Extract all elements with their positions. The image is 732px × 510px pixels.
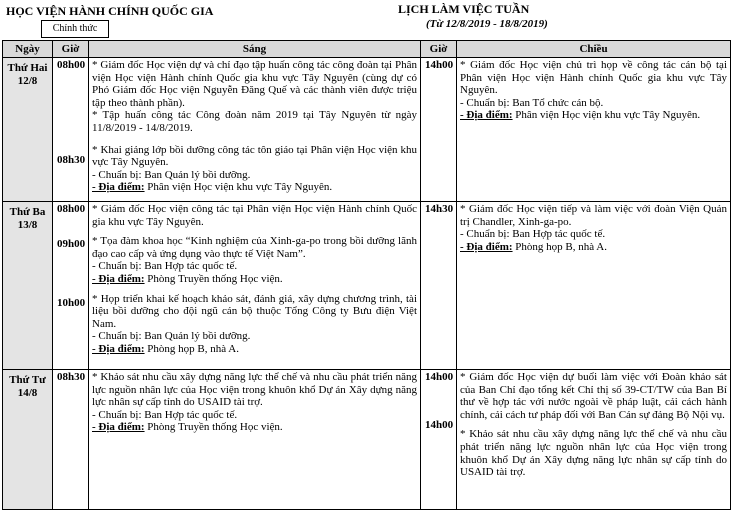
location-value: Phòng họp B, nhà A. (147, 342, 239, 355)
organization-name: HỌC VIỆN HÀNH CHÍNH QUỐC GIA (6, 4, 214, 18)
location-value: Phòng Truyền thống Học viện. (147, 421, 283, 434)
column-header-time-am: Giờ (53, 41, 89, 58)
schedule-row-monday (3, 58, 731, 202)
schedule-date-range: (Từ 12/8/2019 - 18/8/2019) (426, 18, 548, 30)
morning-times (53, 370, 89, 510)
time-slot: 14h00 (425, 418, 454, 431)
activity-item: * Giám đốc Học viện chủ trì họp về công tác cán bộ tại Phân viện Học viện Hành chính Quốc gia khu vực Tây Nguyên. (460, 59, 727, 97)
activity-item: * Khai giảng lớp bồi dưỡng công tác tôn giáo tại Phân viện Học viện khu vực Tây Nguyên. (92, 143, 417, 169)
prepare-label: - Chuẩn bị: (92, 330, 142, 343)
location-value: Phân viện Học viện khu vực Tây Nguyên. (147, 181, 333, 194)
prepare-value: Ban Quản lý bồi dưỡng. (144, 168, 251, 181)
prepare-value: Ban Hợp tác quốc tế. (512, 228, 606, 241)
schedule-header (398, 2, 548, 30)
activity-item: * Giám đốc Học viện dự buổi làm việc với Đoàn khảo sát của Ban Chỉ đạo tổng kết Chỉ thị số 39-CT/TW của Ban Bí thư về hợp tác với nước ngoài về pháp luật, cải cách hành chính, cải cách tư pháp đối với Ban Cán sự đảng Bộ Nội vụ. (460, 371, 727, 421)
location-label: - Địa điểm: (92, 421, 145, 434)
morning-activities (89, 370, 421, 510)
location-label: - Địa điểm: (460, 109, 513, 122)
location-value: Phân viện Học viện khu vực Tây Nguyên. (515, 109, 701, 122)
prepare-value: Ban Tổ chức cán bộ. (512, 96, 604, 109)
time-slot: 08h30 (57, 371, 86, 383)
activity-location (92, 181, 417, 194)
table-header-row (3, 41, 731, 58)
morning-times (53, 202, 89, 370)
time-slot: 14h30 (425, 203, 454, 215)
afternoon-times (421, 202, 457, 370)
day-cell (3, 370, 53, 510)
morning-times (53, 58, 89, 202)
activity-prepare (460, 228, 727, 241)
day-name: Thứ Tư (9, 374, 46, 386)
activity-item: * Khảo sát nhu cầu xây dựng năng lực thể chế và nhu cầu phát triển năng lực nguồn nhân lực của Học viện trong khuôn khổ Dự án Xây dựng năng lực nhân sự cấp tỉnh do USAID tài trợ. (92, 371, 417, 409)
time-slot: 08h30 (57, 153, 86, 166)
column-header-day: Ngày (3, 41, 53, 58)
weekly-schedule-table (2, 40, 731, 510)
day-date: 14/8 (17, 386, 38, 399)
activity-prepare (92, 169, 417, 182)
morning-activities (89, 202, 421, 370)
activity-item: * Họp triển khai kế hoạch khảo sát, đánh giá, xây dựng chương trình, tài liệu bồi dưỡng cho đội ngũ cán bộ thuộc Tổng Công ty Bưu điện Việt Nam. (92, 292, 417, 330)
prepare-value: Ban Hợp tác quốc tế. (144, 260, 238, 273)
prepare-label: - Chuẩn bị: (92, 260, 142, 273)
afternoon-times (421, 58, 457, 202)
activity-item: * Khảo sát nhu cầu xây dựng năng lực thể chế và nhu cầu phát triển năng lực nguồn nhân lực của Học viện trong khuôn khổ Dự án Xây dựng năng lực nhân sự cấp tỉnh do USAID tài trợ. (460, 428, 727, 479)
activity-item: * Giám đốc Học viện tiếp và làm việc với đoàn Viện Quản trị Chandler, Xinh-ga-po. (460, 203, 727, 228)
activity-prepare (92, 409, 417, 422)
activity-location (92, 273, 417, 286)
activity-item: * Giám đốc Học viện dự và chỉ đạo tập huấn công tác công đoàn tại Phân viện Học viện Hành chính Quốc gia khu vực Tây Nguyên (cùng dự có Phó Giám đốc Học viện Nguyễn Đăng Quế và các thành viên được triệu tập theo thành phần). (92, 59, 417, 109)
location-label: - Địa điểm: (92, 181, 145, 194)
schedule-title: LỊCH LÀM VIỆC TUẦN (398, 2, 530, 16)
location-label: - Địa điểm: (460, 240, 513, 253)
afternoon-activities (457, 202, 731, 370)
prepare-value: Ban Hợp tác quốc tế. (144, 408, 238, 421)
schedule-row-tuesday (3, 202, 731, 370)
location-label: - Địa điểm: (92, 342, 145, 355)
day-cell (3, 58, 53, 202)
column-header-time-pm: Giờ (421, 41, 457, 58)
time-slot: 14h00 (425, 59, 454, 71)
tab-official[interactable]: Chính thức (41, 20, 109, 38)
time-slot: 08h00 (57, 203, 86, 215)
day-name: Thứ Ba (9, 206, 46, 218)
schedule-row-wednesday (3, 370, 731, 510)
activity-item: * Giám đốc Học viện công tác tại Phân viện Học viện Hành chính Quốc gia khu vực Tây Nguyên. (92, 203, 417, 228)
prepare-label: - Chuẩn bị: (460, 96, 510, 109)
prepare-label: - Chuẩn bị: (92, 408, 142, 421)
time-slot: 14h00 (425, 371, 454, 383)
afternoon-times (421, 370, 457, 510)
activity-location (92, 343, 417, 356)
prepare-label: - Chuẩn bị: (92, 168, 142, 181)
day-name: Thứ Hai (7, 62, 48, 74)
time-slot: 09h00 (57, 237, 86, 250)
activity-item: * Tập huấn công tác Công đoàn năm 2019 tại Tây Nguyên từ ngày 11/8/2019 - 14/8/2019. (92, 109, 417, 134)
afternoon-activities (457, 370, 731, 510)
activity-item: * Tọa đàm khoa học “Kinh nghiệm của Xinh-ga-po trong bồi dưỡng lãnh đạo cao cấp và ứng dụng vào thực tế Việt Nam”. (92, 235, 417, 260)
time-slot: 08h00 (57, 59, 86, 71)
location-value: Phòng họp B, nhà A. (515, 240, 607, 253)
day-date: 13/8 (17, 218, 38, 231)
day-date: 12/8 (17, 74, 38, 87)
activity-location (92, 421, 417, 434)
location-label: - Địa điểm: (92, 272, 145, 285)
activity-prepare (460, 97, 727, 110)
activity-location (460, 109, 727, 122)
afternoon-activities (457, 58, 731, 202)
activity-prepare (92, 260, 417, 273)
column-header-morning: Sáng (89, 41, 421, 58)
time-slot: 10h00 (57, 297, 86, 310)
activity-location (460, 241, 727, 254)
column-header-afternoon: Chiều (457, 41, 731, 58)
prepare-label: - Chuẩn bị: (460, 228, 510, 241)
prepare-value: Ban Quản lý bồi dưỡng. (144, 330, 251, 343)
morning-activities (89, 58, 421, 202)
location-value: Phòng Truyền thống Học viện. (147, 272, 283, 285)
activity-prepare (92, 330, 417, 343)
day-cell (3, 202, 53, 370)
